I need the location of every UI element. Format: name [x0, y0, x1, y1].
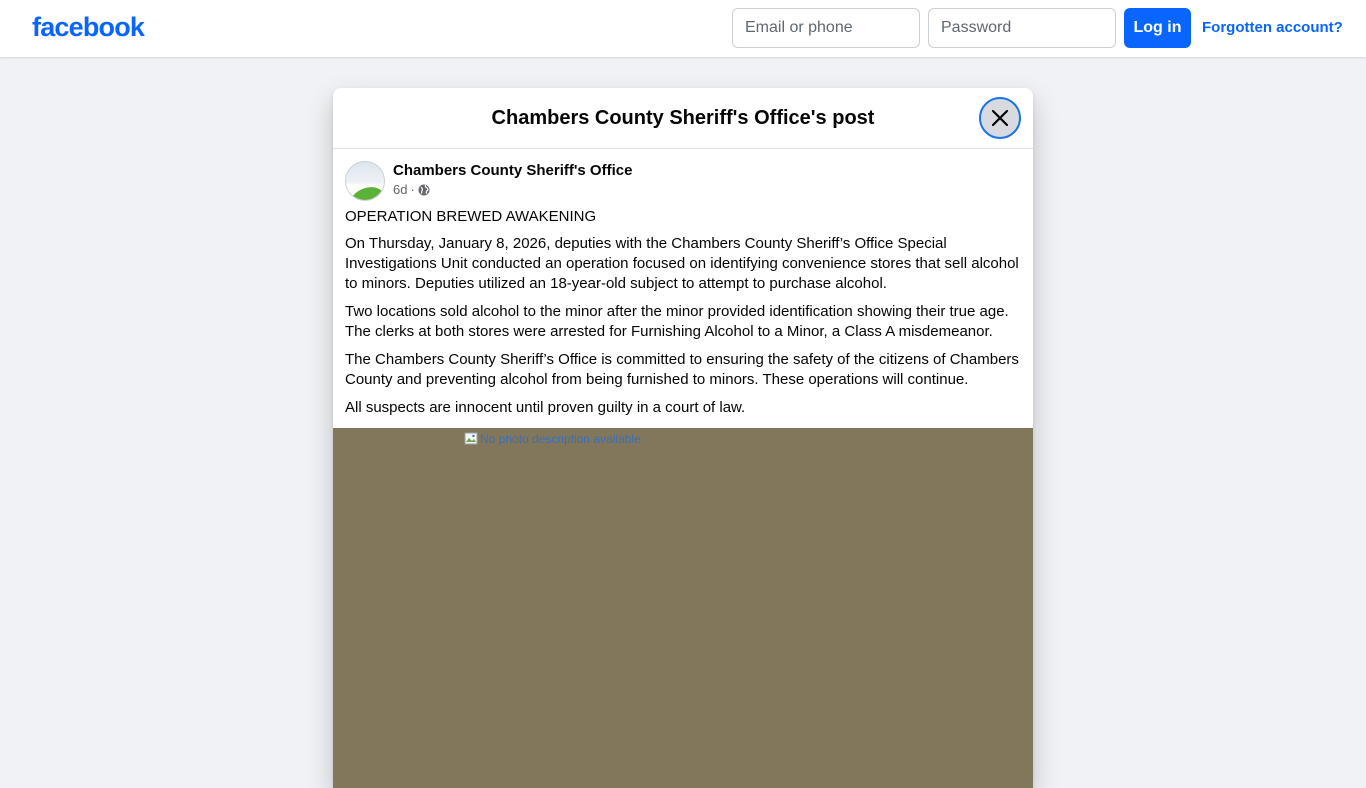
post-header — [345, 161, 632, 201]
password-input[interactable] — [928, 8, 1116, 48]
page-name-link[interactable]: Chambers County Sheriff's Office — [393, 162, 633, 179]
photo-alt-text: No photo description available. — [480, 432, 645, 446]
email-or-phone-input[interactable] — [732, 8, 920, 48]
post-paragraph: The Chambers County Sheriff’s Office is committed to ensuring the safety of the citizens of Chambers County and preventing alcohol from being furnished to minors. These operations will continue. — [345, 351, 1019, 388]
post-subline — [393, 182, 632, 198]
broken-image-icon — [464, 431, 480, 447]
post-paragraph: Two locations sold alcohol to the minor after the minor provided identification showing their true age. The clerks at both stores were arrested for Furnishing Alcohol to a Minor, a Class A misdemeanor. — [345, 303, 1009, 340]
avatar-image-grass — [347, 183, 385, 201]
broken-image-alt — [464, 431, 644, 447]
globe-icon — [418, 184, 430, 196]
log-in-button[interactable]: Log in — [1124, 8, 1191, 48]
close-button[interactable] — [979, 97, 1021, 139]
post-paragraph: OPERATION BREWED AWAKENING — [345, 208, 597, 225]
top-navigation-bar — [0, 0, 1366, 57]
post-paragraph: On Thursday, January 8, 2026, deputies with the Chambers County Sheriff’s Office Special Investigations Unit conducted an operation focused on identifying convenience stores that sell alcohol to minors. Deputies utilized an 18-year-old subject to attempt to purchase alcohol. — [345, 235, 1019, 292]
post-timestamp[interactable]: 6d — [393, 182, 408, 197]
post-paragraph: All suspects are innocent until proven guilty in a court of law. — [345, 399, 746, 416]
dialog-header — [333, 88, 1033, 149]
dialog-title: Chambers County Sheriff's Office's post — [491, 106, 875, 129]
facebook-logo[interactable]: facebook — [32, 12, 145, 42]
post-message — [345, 207, 1025, 426]
separator-dot: · — [410, 182, 415, 197]
close-icon — [991, 109, 1009, 127]
post-dialog — [333, 88, 1033, 788]
forgotten-account-link[interactable]: Forgotten account? — [1202, 19, 1343, 36]
post-photo[interactable] — [333, 428, 1033, 788]
post-meta — [393, 161, 632, 198]
page-avatar[interactable] — [345, 161, 385, 201]
